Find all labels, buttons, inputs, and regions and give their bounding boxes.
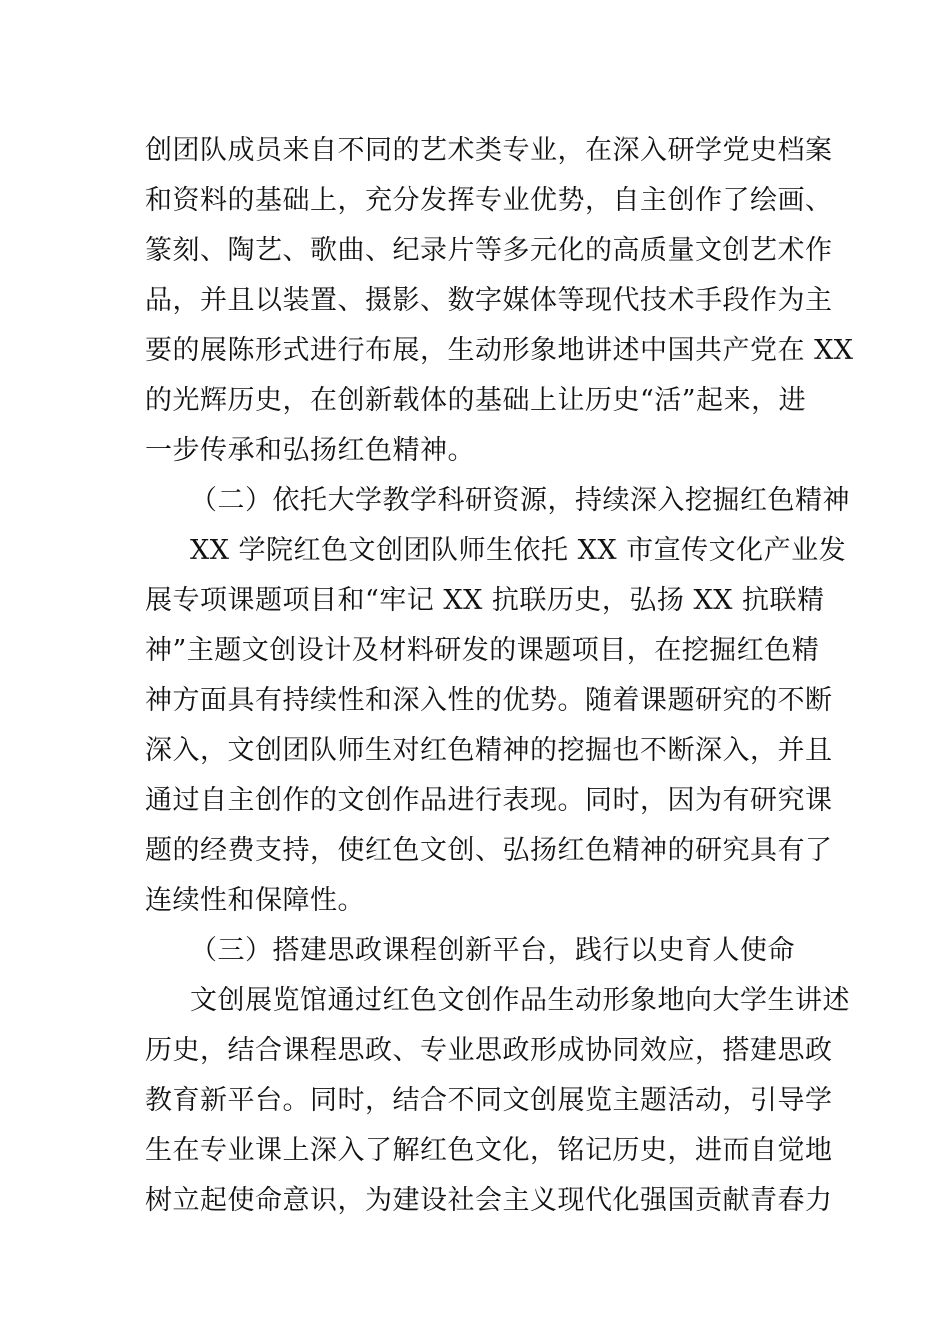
- section-heading: （三）搭建思政课程创新平台，践行以史育人使命: [190, 935, 795, 966]
- paragraph-line: 文创展览馆通过红色文创作品生动形象地向大学生讲述: [190, 985, 850, 1016]
- section-heading: （二）依托大学教学科研资源，持续深入挖掘红色精神: [190, 485, 850, 516]
- paragraph-line: 展专项课题项目和“牢记 XX 抗联历史，弘扬 XX 抗联精: [145, 585, 825, 616]
- paragraph-line: 和资料的基础上，充分发挥专业优势，自主创作了绘画、: [145, 185, 833, 216]
- paragraph-line: 树立起使命意识，为建设社会主义现代化强国贡献青春力: [145, 1185, 833, 1216]
- paragraph-line: 题的经费支持，使红色文创、弘扬红色精神的研究具有了: [145, 835, 833, 866]
- paragraph-line: 创团队成员来自不同的艺术类专业，在深入研学党史档案: [145, 135, 833, 166]
- paragraph-line: XX 学院红色文创团队师生依托 XX 市宣传文化产业发: [190, 535, 847, 566]
- paragraph-line: 神方面具有持续性和深入性的优势。随着课题研究的不断: [145, 685, 833, 716]
- paragraph-line: 生在专业课上深入了解红色文化，铭记历史，进而自觉地: [145, 1135, 833, 1166]
- paragraph-line: 一步传承和弘扬红色精神。: [145, 435, 475, 466]
- paragraph-line: 通过自主创作的文创作品进行表现。同时，因为有研究课: [145, 785, 833, 816]
- paragraph-line: 连续性和保障性。: [145, 885, 365, 916]
- paragraph-line: 历史，结合课程思政、专业思政形成协同效应，搭建思政: [145, 1035, 833, 1066]
- paragraph-line: 的光辉历史，在创新载体的基础上让历史“活”起来，进: [145, 385, 807, 416]
- paragraph-line: 神”主题文创设计及材料研发的课题项目，在挖掘红色精: [145, 635, 820, 666]
- paragraph-line: 品，并且以装置、摄影、数字媒体等现代技术手段作为主: [145, 285, 833, 316]
- paragraph-line: 深入，文创团队师生对红色精神的挖掘也不断深入，并且: [145, 735, 833, 766]
- paragraph-line: 要的展陈形式进行布展，生动形象地讲述中国共产党在 XX: [145, 335, 854, 366]
- paragraph-line: 教育新平台。同时，结合不同文创展览主题活动，引导学: [145, 1085, 833, 1116]
- paragraph-line: 篆刻、陶艺、歌曲、纪录片等多元化的高质量文创艺术作: [145, 235, 833, 266]
